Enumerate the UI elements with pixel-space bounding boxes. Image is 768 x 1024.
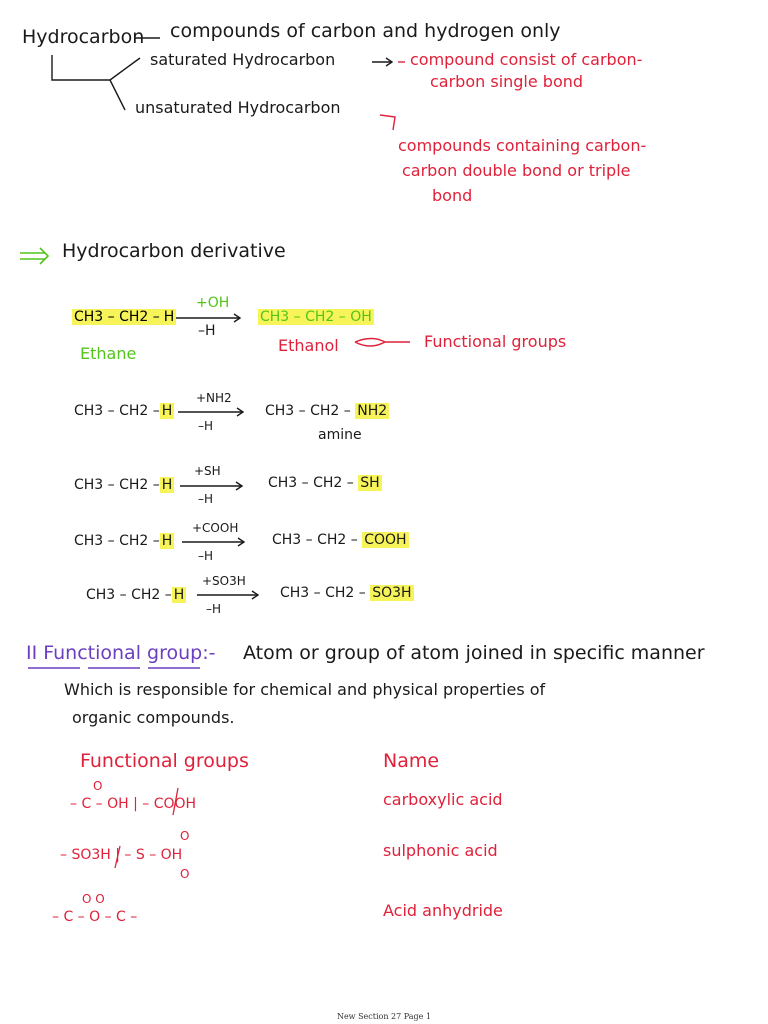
anhydride-top-oxygens: O O <box>82 892 105 906</box>
reaction-3-product <box>268 476 382 490</box>
reaction-2-reagent-above: +NH2 <box>196 391 232 405</box>
reaction-5-hydrogen: H <box>173 587 185 603</box>
sulphonic-formula: – SO3H | – S – OH <box>60 847 183 863</box>
reaction-2-reagent-below: –H <box>198 419 214 433</box>
functional-group-heading: II Functional group:- <box>26 642 216 664</box>
reaction-4-reagent-above: +COOH <box>192 521 239 535</box>
functional-group-definition-1: Atom or group of atom joined in specific manner <box>243 642 705 664</box>
reaction-4-product-chain: CH3 – CH2 – <box>272 532 358 548</box>
reaction-4-reagent-below: –H <box>198 549 214 563</box>
reaction-1-reactant <box>72 310 176 324</box>
reaction-1-reagent-below: –H <box>198 323 216 339</box>
ethane-label: Ethane <box>80 344 137 363</box>
functional-group-definition-3: organic compounds. <box>72 708 235 727</box>
sulphonic-top-oxygen: O <box>180 829 190 843</box>
reaction-5-reagent-below: –H <box>206 602 222 616</box>
reaction-1-product <box>258 310 374 324</box>
reaction-4-hydrogen: H <box>161 533 173 549</box>
reaction-3-reactant <box>74 478 174 492</box>
anhydride-formula: – C – O – C – <box>52 909 138 925</box>
reaction-4-reactant-chain: CH3 – CH2 – <box>74 533 160 549</box>
reaction-5-reactant-chain: CH3 – CH2 – <box>86 587 172 603</box>
page-footer: New Section 27 Page 1 <box>336 1012 432 1021</box>
unsaturated-definition-1: compounds containing carbon- <box>398 136 647 155</box>
ethanol-label: Ethanol <box>278 336 339 355</box>
reaction-5-product-chain: CH3 – CH2 – <box>280 585 366 601</box>
reaction-1-product-main: CH3 – CH2 – OH <box>260 309 372 325</box>
reaction-2-product <box>265 404 389 418</box>
functional-groups-label: Functional groups <box>424 332 567 351</box>
reaction-1-hydrogen: H <box>163 309 175 325</box>
reaction-5-reactant <box>86 588 186 602</box>
sulphonic-name: sulphonic acid <box>383 841 498 860</box>
reaction-2-product-group: NH2 <box>357 403 388 419</box>
reaction-3-reagent-above: +SH <box>194 464 221 478</box>
reaction-2-hydrogen: H <box>161 403 173 419</box>
column-header-groups: Functional groups <box>80 750 249 772</box>
hydrocarbon-title: Hydrocarbon <box>22 26 145 48</box>
carboxyl-name: carboxylic acid <box>383 790 503 809</box>
reaction-4-reactant <box>74 534 174 548</box>
reaction-3-product-chain: CH3 – CH2 – <box>268 475 354 491</box>
saturated-label: saturated Hydrocarbon <box>150 50 336 69</box>
reaction-2-reactant <box>74 404 174 418</box>
reaction-5-reagent-above: +SO3H <box>202 574 246 588</box>
saturated-definition-2: carbon single bond <box>430 72 584 91</box>
reaction-1-reagent-above: +OH <box>196 295 230 311</box>
saturated-definition-1: compound consist of carbon- <box>410 50 643 69</box>
hydrocarbon-definition: compounds of carbon and hydrogen only <box>170 20 561 42</box>
reaction-5-product-group: SO3H <box>372 585 412 601</box>
reaction-1-reactant-chain: CH3 – CH2 – <box>74 309 160 325</box>
functional-group-definition-2: Which is responsible for chemical and physical properties of <box>64 680 546 699</box>
reaction-2-reactant-chain: CH3 – CH2 – <box>74 403 160 419</box>
unsaturated-label: unsaturated Hydrocarbon <box>135 98 341 117</box>
amine-label: amine <box>318 427 362 443</box>
reaction-4-product <box>272 533 409 547</box>
reaction-3-hydrogen: H <box>161 477 173 493</box>
reaction-4-product-group: COOH <box>364 532 407 548</box>
reaction-2-product-chain: CH3 – CH2 – <box>265 403 351 419</box>
carboxyl-top-oxygen: O <box>93 779 103 793</box>
sulphonic-bottom-oxygen: O <box>180 867 190 881</box>
unsaturated-definition-3: bond <box>432 186 473 205</box>
reaction-5-product <box>280 586 414 600</box>
anhydride-name: Acid anhydride <box>383 901 503 920</box>
reaction-3-reagent-below: –H <box>198 492 214 506</box>
reaction-3-reactant-chain: CH3 – CH2 – <box>74 477 160 493</box>
derivative-heading: Hydrocarbon derivative <box>62 240 286 262</box>
unsaturated-definition-2: carbon double bond or triple <box>402 161 631 180</box>
carboxyl-formula: – C – OH | – COOH <box>70 796 197 812</box>
column-header-name: Name <box>383 750 440 772</box>
reaction-3-product-group: SH <box>360 475 380 491</box>
